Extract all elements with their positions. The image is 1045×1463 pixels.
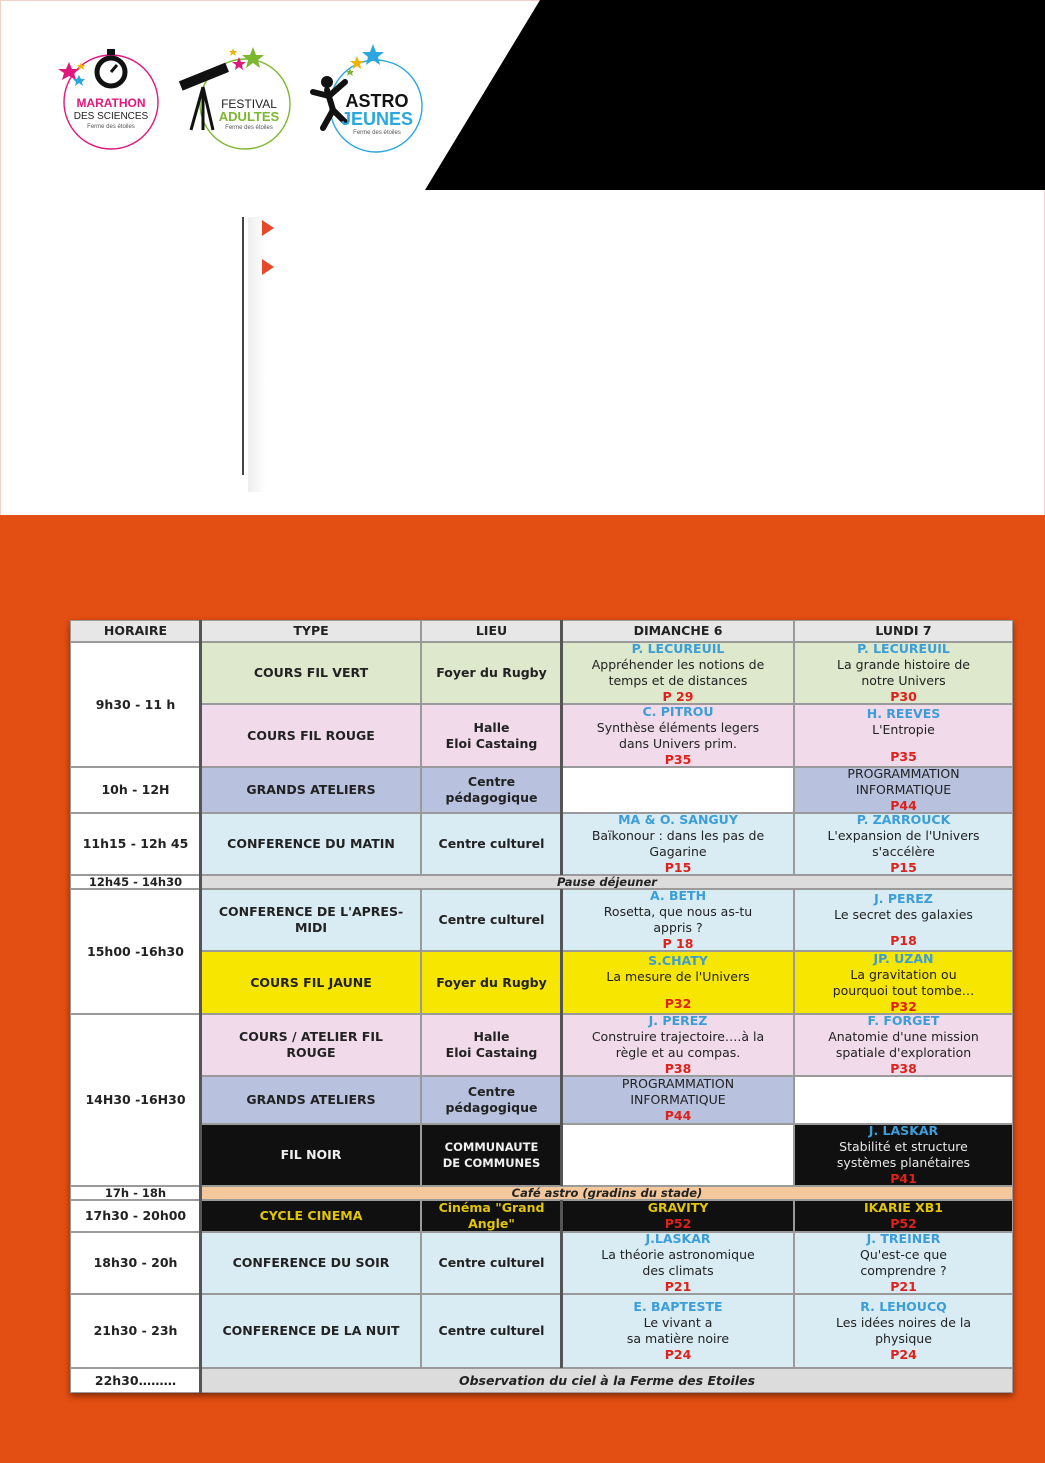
column-separator — [199, 620, 202, 1393]
marathon-sub: Ferme des étoiles — [87, 124, 135, 130]
lieu-line: DE COMMUNES — [442, 1156, 541, 1170]
speaker: E. BAPTESTE — [633, 1299, 723, 1314]
marathon-des-sciences-logo — [55, 42, 165, 154]
column-separator — [560, 1200, 563, 1368]
type-line: MIDI — [294, 920, 328, 935]
astro-sub: Ferme des étoiles — [353, 130, 401, 136]
talk-title: L'expansion de l'Univers — [827, 828, 980, 843]
type-cell: CYCLE CINEMA — [201, 1200, 421, 1232]
lieu-cell — [421, 1124, 562, 1186]
page-ref: P52 — [664, 1216, 692, 1231]
talk-title: appris ? — [653, 920, 703, 935]
lieu-cell: Foyer du Rugby — [421, 951, 562, 1014]
time-slot: 18h30 - 20h — [70, 1232, 201, 1294]
page-ref: P35 — [664, 751, 692, 767]
session-cell — [562, 813, 794, 875]
type-line: CONFERENCE DE L'APRES- — [218, 904, 404, 919]
lieu-line: Centre — [467, 1084, 516, 1099]
talk-title: physique — [875, 1331, 932, 1346]
page-ref: P18 — [890, 933, 917, 948]
time-slot: 14H30 -16H30 — [70, 1014, 201, 1186]
time-slot: 17h30 - 20h00 — [70, 1200, 201, 1232]
talk-title: Le secret des galaxies — [834, 907, 973, 922]
session-cell — [794, 1014, 1013, 1076]
astro-line1: ASTRO — [345, 91, 409, 111]
page-ref: P24 — [664, 1347, 692, 1362]
cafe-band: Café astro (gradins du stade) — [201, 1186, 1013, 1200]
page-ref: P15 — [664, 860, 692, 875]
session-top — [867, 706, 940, 738]
lieu-line: Cinéma "Grand — [438, 1200, 545, 1215]
lieu-cell: Centre culturel — [421, 889, 562, 951]
type-line: COURS / ATELIER FIL — [239, 1029, 383, 1044]
lieu-cell: Centre culturel — [421, 1232, 562, 1294]
lieu-cell — [421, 704, 562, 767]
page-ref: P44 — [890, 798, 917, 813]
talk-title: temps et de distances — [608, 673, 748, 688]
session-cell — [562, 889, 794, 951]
session-cell — [562, 1014, 794, 1076]
pause-band: Pause déjeuner — [201, 875, 1013, 889]
lieu-line: Eloi Castaing — [445, 1045, 538, 1060]
col-header-lundi: LUNDI 7 — [794, 620, 1013, 642]
empty-cell — [794, 1076, 1013, 1124]
session-cell — [794, 1294, 1013, 1368]
page-ref: P32 — [664, 996, 692, 1011]
talk-title: notre Univers — [861, 673, 946, 688]
session-cell — [562, 704, 794, 767]
talk-title: comprendre ? — [860, 1263, 947, 1278]
bullet-arrow-icon — [262, 220, 274, 236]
page-ref: P35 — [890, 749, 917, 764]
time-slot: 15h00 -16h30 — [70, 889, 201, 1014]
session-top — [834, 891, 973, 923]
lieu-cell — [421, 1076, 562, 1124]
session-cell — [794, 767, 1013, 813]
marathon-line1: MARATHON — [76, 96, 146, 110]
type-cell: COURS FIL ROUGE — [201, 704, 421, 767]
talk-title: INFORMATIQUE — [630, 1092, 726, 1107]
talk-title: PROGRAMMATION — [621, 1076, 735, 1091]
observation-band: Observation du ciel à la Ferme des Etoiles — [201, 1368, 1013, 1393]
festival-sub: Ferme des étoiles — [225, 125, 273, 131]
session-cell — [794, 642, 1013, 704]
film-title: IKARIE XB1 — [863, 1200, 944, 1215]
lieu-cell — [421, 1200, 562, 1232]
talk-title: La gravitation ou — [850, 966, 957, 982]
film-title: GRAVITY — [647, 1200, 709, 1215]
session-cell — [794, 704, 1013, 767]
speaker: J.LASKAR — [645, 1232, 711, 1246]
time-slot: 10h - 12H — [70, 767, 201, 813]
lieu-cell — [421, 767, 562, 813]
session-cell — [794, 813, 1013, 875]
lieu-cell: Centre culturel — [421, 813, 562, 875]
talk-title: Anatomie d'une mission — [828, 1029, 979, 1044]
speaker: H. REEVES — [866, 706, 941, 721]
lieu-line: pédagogique — [445, 790, 538, 805]
speaker: MA & O. SANGUY — [618, 813, 738, 827]
session-cell — [562, 1232, 794, 1294]
festival-line2: ADULTES — [218, 109, 280, 124]
talk-title: Rosetta, que nous as-tu — [603, 904, 753, 919]
speaker: S.CHATY — [648, 953, 708, 968]
column-separator — [560, 889, 563, 1186]
page-ref: P24 — [890, 1347, 917, 1362]
page-ref: P 18 — [662, 936, 694, 951]
time-slot: 9h30 - 11 h — [70, 642, 201, 767]
time-slot: 12h45 - 14h30 — [70, 875, 201, 889]
talk-title: L'Entropie — [872, 722, 935, 737]
page-ref: P 29 — [662, 689, 694, 704]
speaker: P. ZARROUCK — [856, 813, 951, 827]
session-cell — [562, 1200, 794, 1232]
page-ref: P21 — [664, 1279, 692, 1294]
talk-title: règle et au compas. — [615, 1045, 741, 1060]
bullet-list — [240, 217, 1020, 477]
talk-title: systèmes planétaires — [836, 1155, 971, 1170]
type-cell: CONFERENCE DE LA NUIT — [201, 1294, 421, 1368]
type-cell: CONFERENCE DU MATIN — [201, 813, 421, 875]
session-cell — [794, 1124, 1013, 1186]
session-cell — [562, 1294, 794, 1368]
talk-title: spatiale d'exploration — [835, 1045, 972, 1060]
time-slot: 21h30 - 23h — [70, 1294, 201, 1368]
logo-group — [55, 42, 435, 157]
talk-title: Les idées noires de la — [835, 1315, 971, 1330]
talk-title: PROGRAMMATION — [847, 767, 960, 781]
page-ref: P52 — [890, 1216, 917, 1231]
schedule-table — [70, 620, 1013, 1393]
talk-title: des climats — [642, 1263, 714, 1278]
empty-cell — [562, 1124, 794, 1186]
time-slot: 17h - 18h — [70, 1186, 201, 1200]
talk-title: pourquoi tout tombe… — [832, 982, 975, 998]
lieu-line: Centre — [467, 774, 516, 789]
type-cell — [201, 889, 421, 951]
talk-title: Qu'est-ce que — [860, 1247, 947, 1262]
talk-title: INFORMATIQUE — [855, 782, 952, 797]
speaker: R. LEHOUCQ — [860, 1299, 947, 1314]
lieu-line: Eloi Castaing — [445, 735, 538, 751]
talk-title: La grande histoire de — [837, 657, 970, 672]
vertical-divider — [242, 217, 244, 475]
talk-title: Appréhender les notions de — [591, 657, 765, 672]
speaker: F. FORGET — [867, 1014, 940, 1028]
speaker: A. BETH — [649, 889, 707, 903]
speaker: P. LECUREUIL — [857, 642, 950, 656]
session-cell — [794, 951, 1013, 1014]
lieu-line: pédagogique — [445, 1100, 538, 1115]
speaker: J. LASKAR — [868, 1124, 939, 1138]
session-cell — [794, 1200, 1013, 1232]
talk-title: sa matière noire — [626, 1331, 730, 1346]
lieu-cell: Foyer du Rugby — [421, 642, 562, 704]
talk-title: La mesure de l'Univers — [606, 969, 750, 984]
festival-adultes-logo — [173, 42, 295, 154]
session-top — [606, 953, 749, 985]
festival-line1: FESTIVAL — [221, 97, 277, 111]
type-cell — [201, 1014, 421, 1076]
talk-title: Stabilité et structure — [839, 1139, 968, 1154]
session-cell — [562, 951, 794, 1014]
lieu-line: COMMUNAUTE — [444, 1140, 539, 1154]
column-separator — [560, 620, 563, 875]
astro-jeunes-logo — [305, 42, 430, 154]
type-cell: COURS FIL JAUNE — [201, 951, 421, 1014]
page-ref: P38 — [890, 1061, 917, 1076]
page-ref: P21 — [890, 1279, 917, 1294]
speaker: JP. UZAN — [873, 951, 934, 966]
talk-title: dans Univers prim. — [619, 735, 737, 751]
type-cell: CONFERENCE DU SOIR — [201, 1232, 421, 1294]
col-header-lieu: LIEU — [421, 620, 562, 642]
talk-title: Baïkonour : dans les pas de — [591, 828, 765, 843]
type-cell: COURS FIL VERT — [201, 642, 421, 704]
lieu-line: Angle" — [468, 1216, 515, 1231]
session-cell — [562, 1076, 794, 1124]
lieu-line: Halle — [473, 719, 510, 735]
col-header-horaire: HORAIRE — [70, 620, 201, 642]
page-ref: P32 — [890, 998, 917, 1014]
bullet-arrow-icon — [262, 259, 274, 275]
lieu-line: Halle — [473, 1029, 510, 1044]
speaker: J. PEREZ — [648, 1014, 708, 1028]
empty-cell — [562, 767, 794, 813]
talk-title: s'accélère — [872, 844, 935, 859]
page-ref: P30 — [890, 689, 917, 704]
marathon-line2: DES SCIENCES — [73, 111, 149, 122]
page-ref: P44 — [664, 1108, 692, 1123]
talk-title: La théorie astronomique — [601, 1247, 755, 1262]
col-header-type: TYPE — [201, 620, 421, 642]
col-header-dimanche: DIMANCHE 6 — [562, 620, 794, 642]
speaker: C. PITROU — [642, 704, 714, 719]
session-cell — [794, 889, 1013, 951]
type-cell: GRANDS ATELIERS — [201, 1076, 421, 1124]
time-slot: 22h30……… — [70, 1368, 201, 1393]
page-ref: P41 — [890, 1171, 917, 1186]
speaker: P. LECUREUIL — [631, 642, 725, 656]
type-cell: GRANDS ATELIERS — [201, 767, 421, 813]
time-slot: 11h15 - 12h 45 — [70, 813, 201, 875]
lieu-cell: Centre culturel — [421, 1294, 562, 1368]
type-cell: FIL NOIR — [201, 1124, 421, 1186]
talk-title: Gagarine — [649, 844, 707, 859]
session-cell — [794, 1232, 1013, 1294]
page-ref: P38 — [664, 1061, 692, 1076]
talk-title: Construire trajectoire….à la — [591, 1029, 765, 1044]
page-ref: P15 — [890, 860, 917, 875]
lieu-cell — [421, 1014, 562, 1076]
speaker: J. PEREZ — [874, 891, 933, 906]
speaker: J. TREINER — [866, 1232, 941, 1246]
type-line: ROUGE — [286, 1045, 336, 1060]
astro-line2: JEUNES — [340, 109, 414, 129]
session-cell — [562, 642, 794, 704]
talk-title: Synthèse éléments legers — [596, 719, 760, 735]
talk-title: Le vivant a — [643, 1315, 713, 1330]
